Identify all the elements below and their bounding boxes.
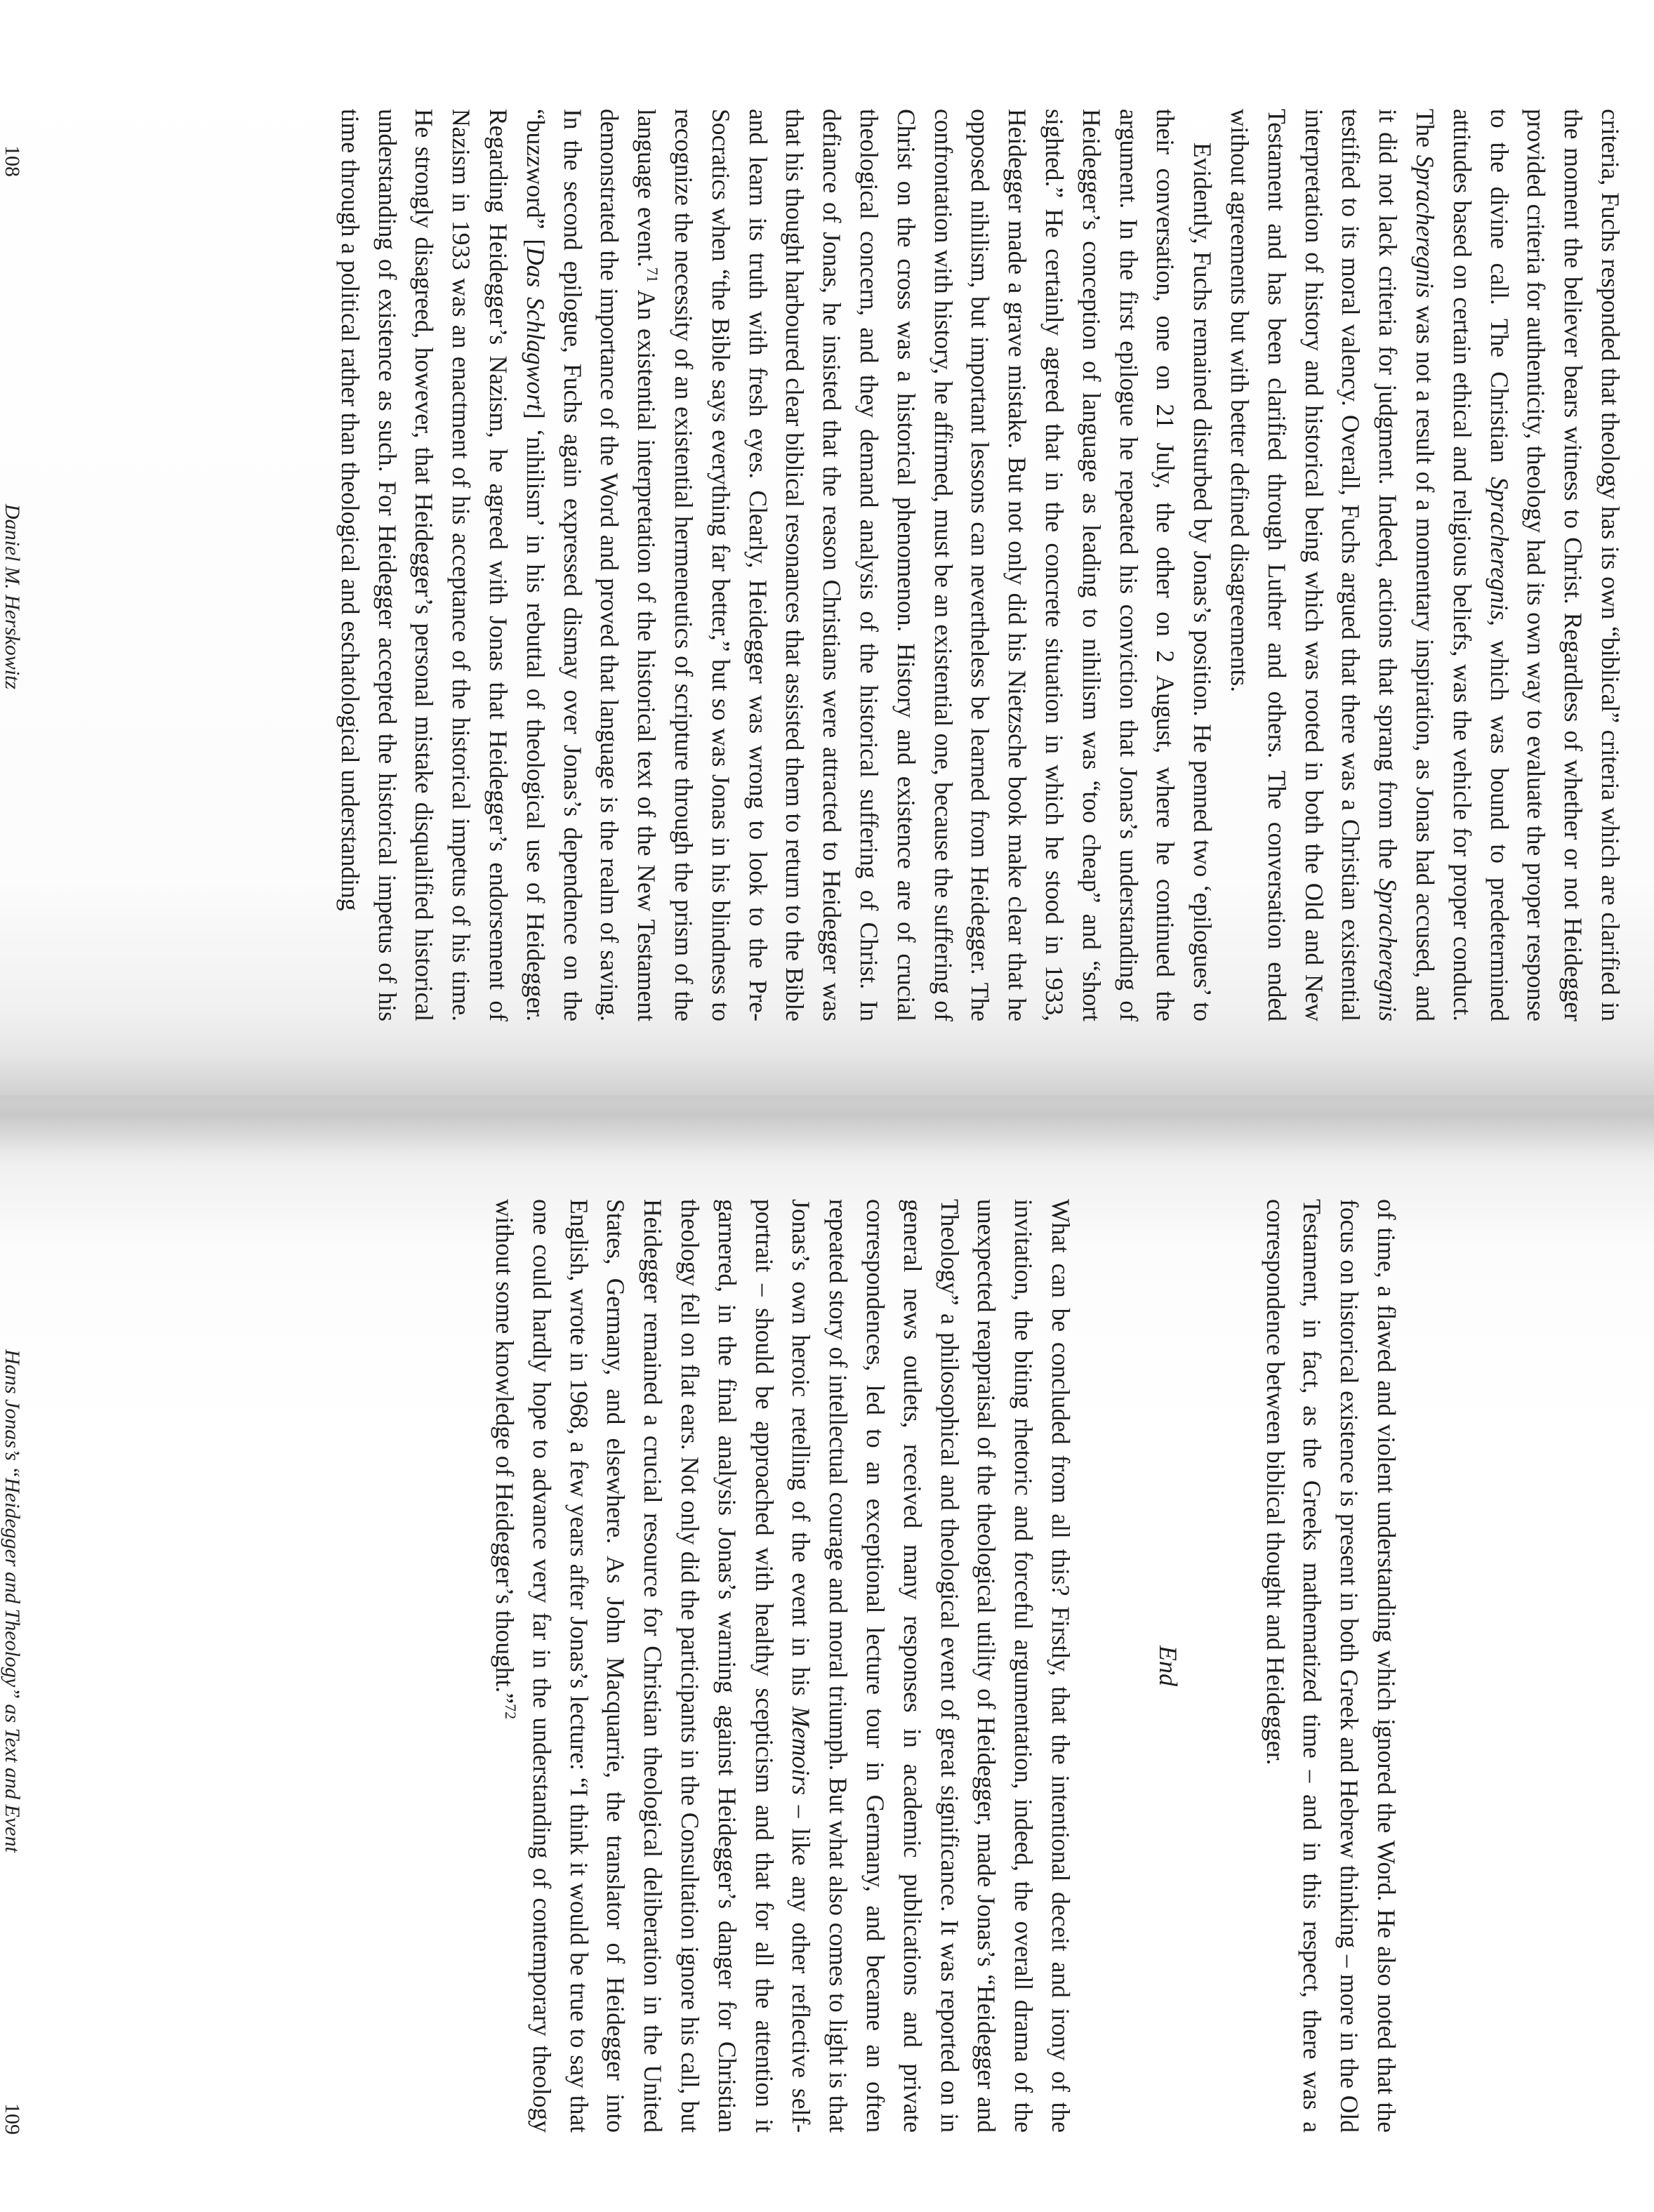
italic-term: Spracheregnis <box>1374 878 1403 1021</box>
page-number: 109 <box>1 2103 24 2135</box>
footnote-marker: 72 <box>501 1704 520 1720</box>
left-page <box>0 0 1654 1095</box>
text-run: Evidently, Fuchs remained disturbed by Jonas’s position. He penned two ‘epilogues’ to their conversation, one on 21 July, the other on 2 August, where he continued the argument. In the first epilogue he repeated his conviction that Jonas’s understanding of Heidegger’s conception of language as leading to nihilism was “too cheap” and “short sighted.” He certainly agreed that in the concrete situation in which he stood in 1933, Heidegger made a grave mistake. But not only did his Nietzsche book make clear that he opposed nihilism, but important lessons can nevertheless be learned from Heidegger. The confrontation with history, he affirmed, must be an existential one, because the suffering of Christ on the cross was a historical phenomenon. History and existence are of crucial theological concern, and they demand analysis of the historical suffering of Christ. In defiance of Jonas, he insisted that the reason Christians were attracted to Heidegger was that his thought harboured clear biblical resonances that assisted them to return to the Bible and learn its truth with fresh eyes. Clearly, Heidegger was wrong to look to the Pre-Socratics when “the Bible says everything far better,” but so was Jonas in his blindness to recognize the necessity of an existential hermeneutics of scripture through the prism of the language event. <box>633 109 1217 1021</box>
right-page <box>0 1095 1654 2212</box>
italic-term: Das Schlagwort <box>521 247 550 411</box>
text-run: What can be concluded from all this? Firstly, that the intentional deceit and irony of the invitation, the biting rhetoric and forceful argumentation, indeed, the overall drama of the unexpected reappraisal of the theological utility of Heidegger, made Jonas’s “Heidegger and Theology” a philosophical and theological event of great significance. It was reported on in general news outlets, received many responses in academic publications and private correspondences, led to an exceptional lecture tour in Germany, and became an often repeated story of intellectual courage and moral triumph. But what also comes to light is that Jonas’s own heroic retelling of the event in his <box>787 1199 1076 2133</box>
paragraph <box>486 1199 1079 2133</box>
footnote-marker: 71 <box>644 267 662 283</box>
text-run: An existential interpretation of the historical text of the New Testament demonstrated the importance of the Word and proved that language is the realm of saving. In the second epilogue, Fuchs again expressed dismay over Jonas’s dependence on the “buzzword” [ <box>521 109 661 1021</box>
running-head-title: Hans Jonas’s “Heidegger and Theology” as Text and Event <box>1 1349 24 1853</box>
text-run: criteria, Fuchs responded that theology has its own “biblical” criteria which are clarified in the moment the believer bears witness to Christ. Regardless of whether or not Heidegger provided criteria for authenticity, theology had its own way to evaluate the proper response to the divine call. The Christian <box>1485 109 1625 1021</box>
section-heading: End <box>1153 1645 1182 1686</box>
body-text <box>486 1199 1405 2133</box>
running-head-author: Daniel M. Herskowitz <box>1 503 24 690</box>
italic-term: Spracheregnis <box>1411 154 1440 298</box>
italic-term: Spracheregnis, <box>1485 477 1514 626</box>
right-page-content <box>0 1095 1654 2212</box>
paragraph <box>1257 1199 1405 2133</box>
paragraph <box>1221 109 1629 1021</box>
text-run: testified to its moral valency. Overall, Fuchs argued that there was a Christian existential interpretation of history and historical being which was rooted in both the Old and New Testament and has been clarified through Luther and others. The conversation ended without agreements but with better defined disagreements. <box>1226 109 1365 1021</box>
italic-term: Memoirs <box>787 1706 816 1795</box>
text-run: was not a result of a momentary inspiration, as Jonas had accused, and it did not lack criteria for judgment. Indeed, actions that sprang from the <box>1374 109 1440 1021</box>
text-run: – like any other reflective self-portrait – should be approached with healthy scepticism and that for all the attention it garnered, in the final analysis Jonas’s warning against Heidegger’s danger for Christian theology fell on flat ears. Not only did the participants in the Consultation ignore his call, but Heidegger remained a crucial resource for Christian theological deliberation in the United States, Germany, and elsewhere. As John Macquarrie, the translator of Heidegger into English, wrote in 1968, a few years after Jonas’s lecture: “I think it would be true to say that one could hardly hope to advance very far in the understanding of contemporary theology without some knowledge of Heidegger’s thought.” <box>491 1199 816 2133</box>
text-run: of time, a flawed and violent understanding which ignored the Word. He also noted that the focus on historical existence is present in both Greek and Hebrew thinking – more in the Old Testament, in fact, as the Greeks mathematized time – and in this respect, there was a correspondence between biblical thought and Heidegger. <box>1261 1199 1401 2133</box>
body-text <box>331 109 1629 1021</box>
text-run: ] ‘nihilism’ in his rebuttal of theological use of Heidegger. Regarding Heidegger’s Nazism, he agreed with Jonas that Heidegger’s endorsement of Nazism in 1933 was an enactment of his acceptance of the historical impetus of his time. He strongly disagreed, however, that Heidegger’s personal mistake disqualified historical understanding of existence as such. For Heidegger accepted the historical impetus of his time through a political rather than theological and eschatological understanding <box>336 109 550 1021</box>
paragraph-group-after-heading <box>486 1199 1079 2133</box>
page-number: 108 <box>1 145 24 177</box>
paragraph <box>331 109 1221 1021</box>
paragraph-group-before-heading <box>1257 1199 1405 2133</box>
text-run: which was bound to predetermined attitudes based on certain ethical and religious beliefs, was the vehicle for proper conduct. The <box>1411 109 1514 1022</box>
left-page-content <box>0 0 1654 1095</box>
